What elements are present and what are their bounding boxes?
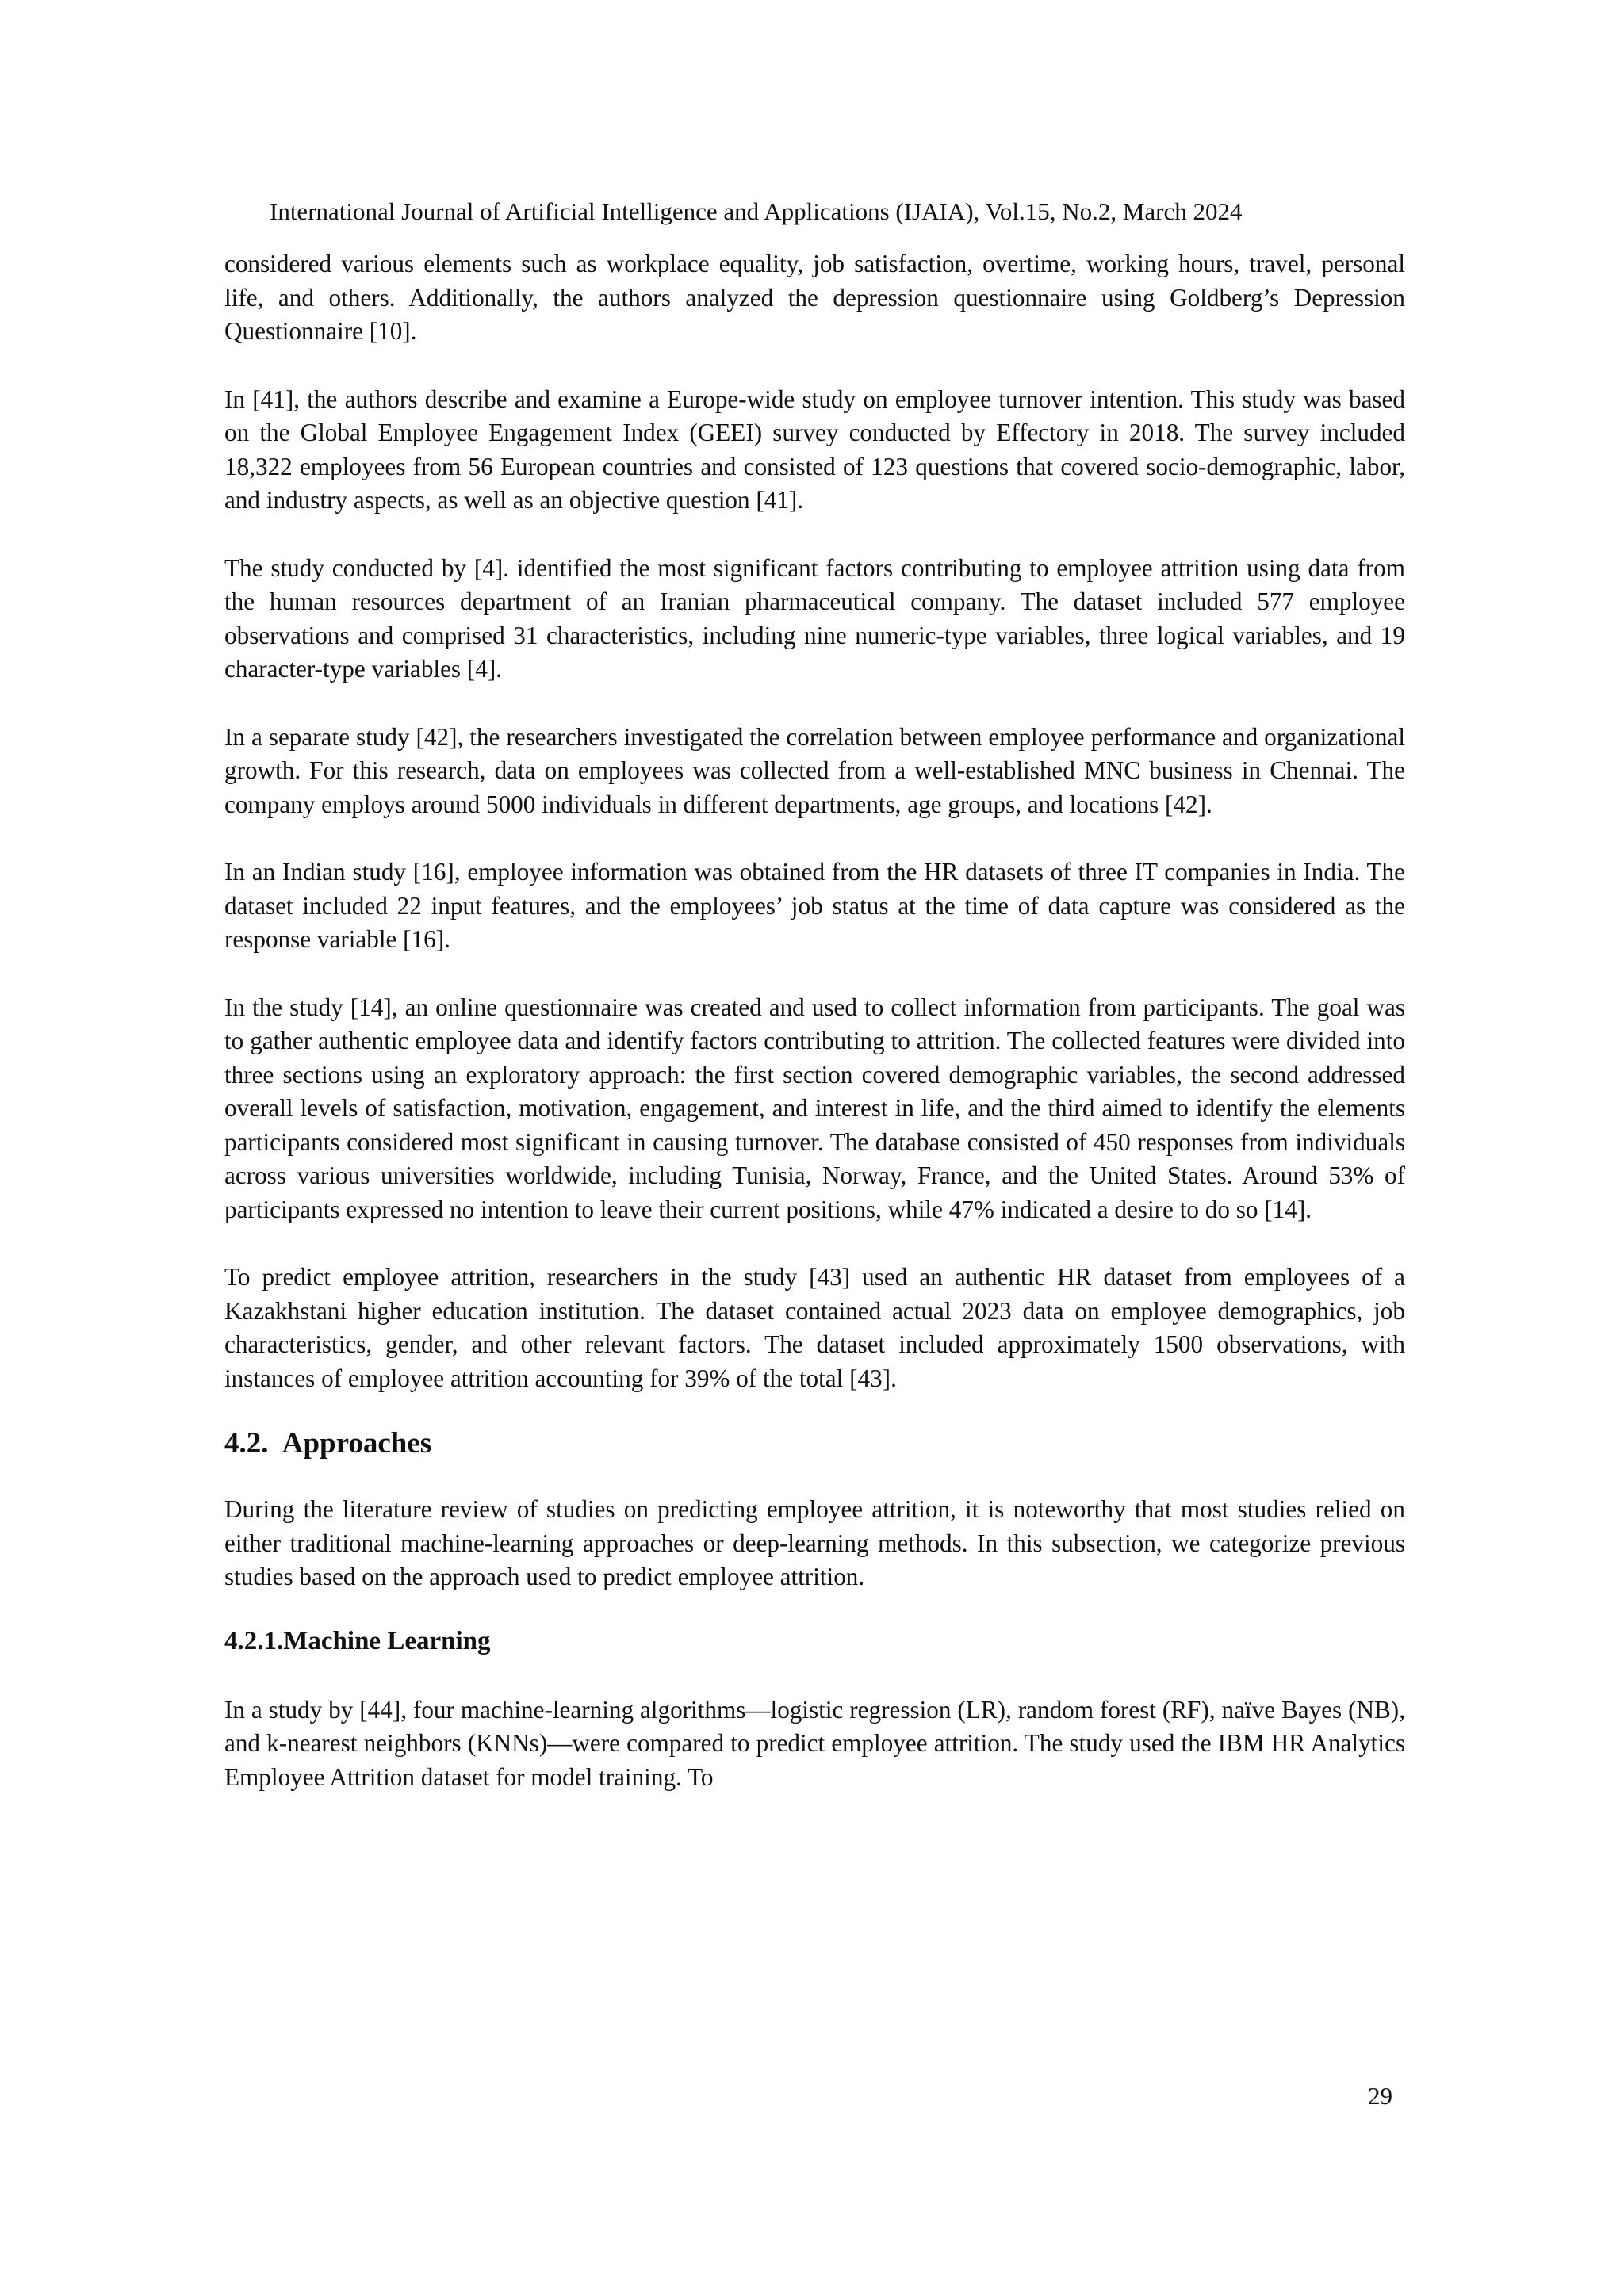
running-header: International Journal of Artificial Intelligence and Applications (IJAIA), Vol.15, No.2, March 2024 <box>270 197 1243 225</box>
paragraph-ref-14: In the study [14], an online questionnaire was created and used to collect information from participants. The goal was to gather authentic employee data and identify factors contributing to attrition. The collected features were divided into three sections using an exploratory approach: the first section covered demographic variables, the second addressed overall levels of satisfaction, motivation, engagement, and interest in life, and the third aimed to identify the elements participants considered most significant in causing turnover. The database consisted of 450 responses from individuals across various universities worldwide, including Tunisia, Norway, France, and the United States. Around 53% of participants expressed no intention to leave their current positions, while 47% indicated a desire to do so [14]. <box>224 993 1405 1223</box>
paragraph-ref-16: In an Indian study [16], employee information was obtained from the HR datasets of three IT companies in India. The dataset included 22 input features, and the employees’ job status at the time of data capture was considered as the response variable [16]. <box>224 858 1405 953</box>
section-heading <box>224 1425 1405 1463</box>
section-number: 4.2. <box>224 1427 269 1460</box>
paragraph-ref-43: To predict employee attrition, researchers in the study [43] used an authentic HR dataset from employees of a Kazakhstani higher education institution. The dataset contained actual 2023 data on employee demographics, job characteristics, gender, and other relevant factors. The dataset included approximately 1500 observations, with instances of employee attrition accounting for 39% of the total [43]. <box>224 1263 1405 1392</box>
paragraph-machine-learning: In a study by [44], four machine-learning algorithms—logistic regression (LR), random forest (RF), naïve Bayes (NB), and k-nearest neighbors (KNNs)—were compared to predict employee attrition. The study used the IBM HR Analytics Employee Attrition dataset for model training. To <box>224 1695 1405 1791</box>
paragraph-ref-4: The study conducted by [4]. identified the most significant factors contributing to employee attrition using data from the human resources department of an Iranian pharmaceutical company. The dataset included 577 employee observations and comprised 31 characteristics, including nine numeric-type variables, three logical variables, and 19 character-type variables [4]. <box>224 553 1405 683</box>
section-title: Approaches <box>282 1427 432 1460</box>
subsection-heading: 4.2.1.Machine Learning <box>224 1626 491 1655</box>
paragraph-ref-41: In [41], the authors describe and examine a Europe-wide study on employee turnover intention. This study was based on the Global Employee Engagement Index (GEEI) survey conducted by Effectory in 2018. The survey included 18,322 employees from 56 European countries and consisted of 123 questions that covered socio-demographic, labor, and industry aspects, as well as an objective question [41]. <box>224 385 1405 514</box>
paragraph-approaches: During the literature review of studies on predicting employee attrition, it is noteworthy that most studies relied on either traditional machine-learning approaches or deep-learning methods. In this subsection, we categorize previous studies based on the approach used to predict employee attrition. <box>224 1495 1405 1590</box>
paragraph-ref-42: In a separate study [42], the researchers investigated the correlation between employee performance and organizational growth. For this research, data on employees was collected from a well-established MNC business in Chennai. The company employs around 5000 individuals in different departments, age groups, and locations [42]. <box>224 722 1405 818</box>
page-number: 29 <box>1368 2082 1392 2110</box>
main-content <box>224 247 1405 1794</box>
paragraph-intro-continuation: considered various elements such as workplace equality, job satisfaction, overtime, working hours, travel, personal life, and others. Additionally, the authors analyzed the depression questionnaire using Goldberg’s Depression Questionnaire [10]. <box>224 250 1405 345</box>
